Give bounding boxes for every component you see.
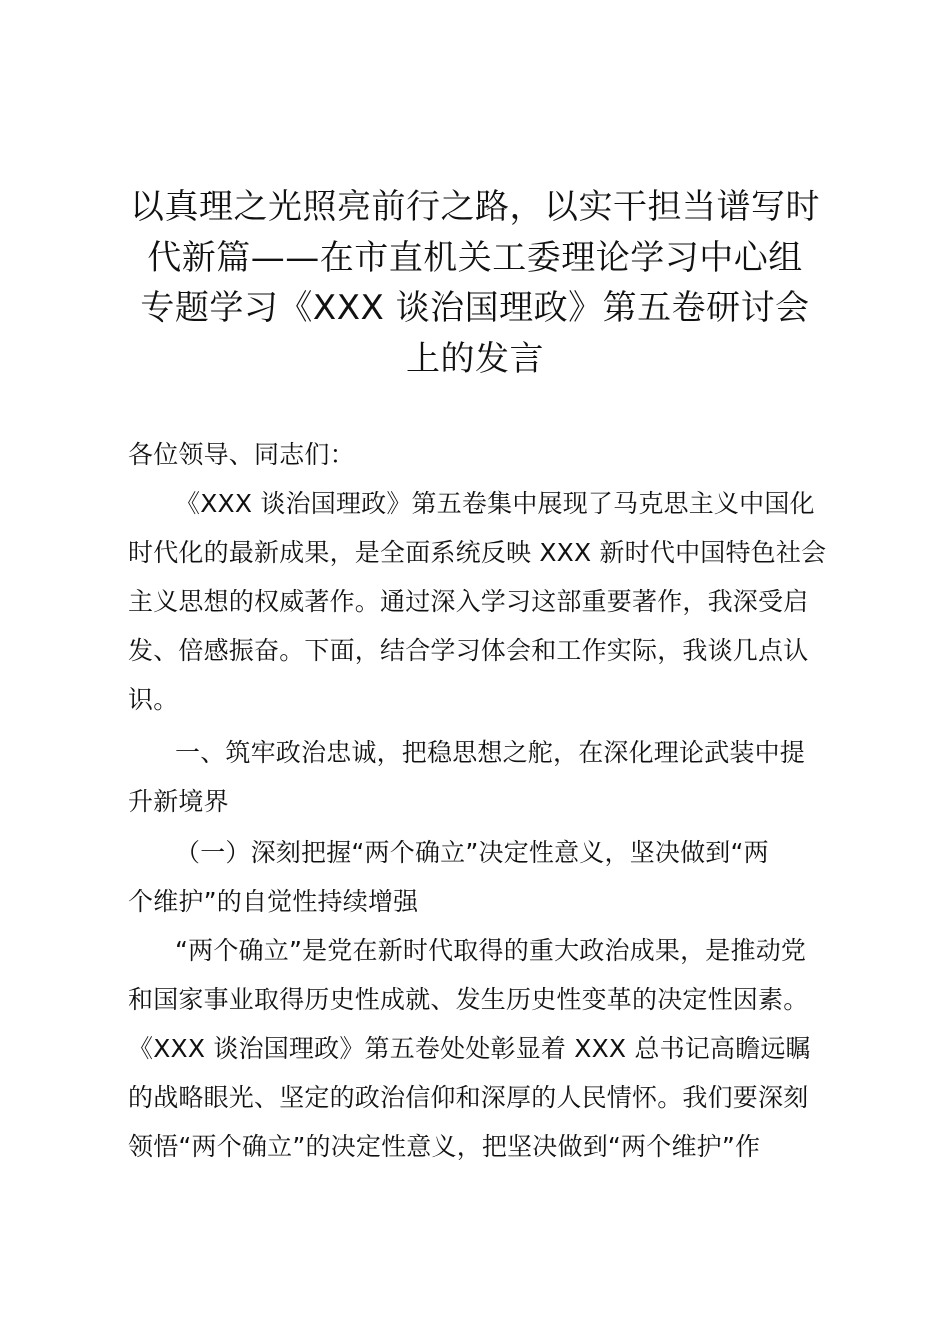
paragraph-line: “两个确立”是党在新时代取得的重大政治成果，是推动党 (175, 936, 807, 965)
paragraph-line: 《XXX 谈治国理政》第五卷集中展现了马克思主义中国化 (175, 489, 815, 518)
paragraph-line: 和国家事业取得历史性成就、发生历史性变革的决定性因素。 (128, 985, 809, 1014)
title-line: 以真理之光照亮前行之路，以实干担当谱写时 (130, 187, 820, 227)
paragraph-two-establishments (128, 926, 833, 1171)
paragraph-line: 主义思想的权威著作。通过深入学习这部重要著作，我深受启 (128, 587, 809, 616)
paragraph-line: 识。 (128, 685, 179, 714)
title-line: 专题学习《XXX 谈治国理政》第五卷研讨会 (140, 288, 810, 328)
subsection-heading-1 (128, 828, 833, 926)
title-line: 代新篇——在市直机关工委理论学习中心组 (147, 237, 803, 278)
paragraph-line: 《XXX 谈治国理政》第五卷处处彰显着 XXX 总书记高瞻远瞩 (128, 1034, 811, 1063)
salutation (128, 430, 833, 479)
paragraph-intro (128, 479, 833, 724)
document-title (120, 182, 830, 384)
paragraph-line: 领悟“两个确立”的决定性意义，把坚决做到“两个维护”作 (128, 1132, 761, 1161)
salutation-text: 各位领导、同志们： (128, 440, 355, 469)
paragraph-line: 的战略眼光、坚定的政治信仰和深厚的人民情怀。我们要深刻 (128, 1083, 809, 1112)
paragraph-line: 发、倍感振奋。下面，结合学习体会和工作实际，我谈几点认 (128, 636, 809, 665)
heading-line: 一、筑牢政治忠诚，把稳思想之舵，在深化理论武装中提 (175, 738, 806, 767)
subheading-line: 个维护”的自觉性持续增强 (128, 887, 419, 916)
section-heading-1 (128, 728, 833, 826)
heading-line: 升新境界 (128, 787, 229, 816)
subheading-line: （一）深刻把握“两个确立”决定性意义，坚决做到“两 (175, 838, 769, 867)
title-line: 上的发言 (406, 338, 544, 379)
paragraph-line: 时代化的最新成果，是全面系统反映 XXX 新时代中国特色社会 (128, 538, 827, 567)
